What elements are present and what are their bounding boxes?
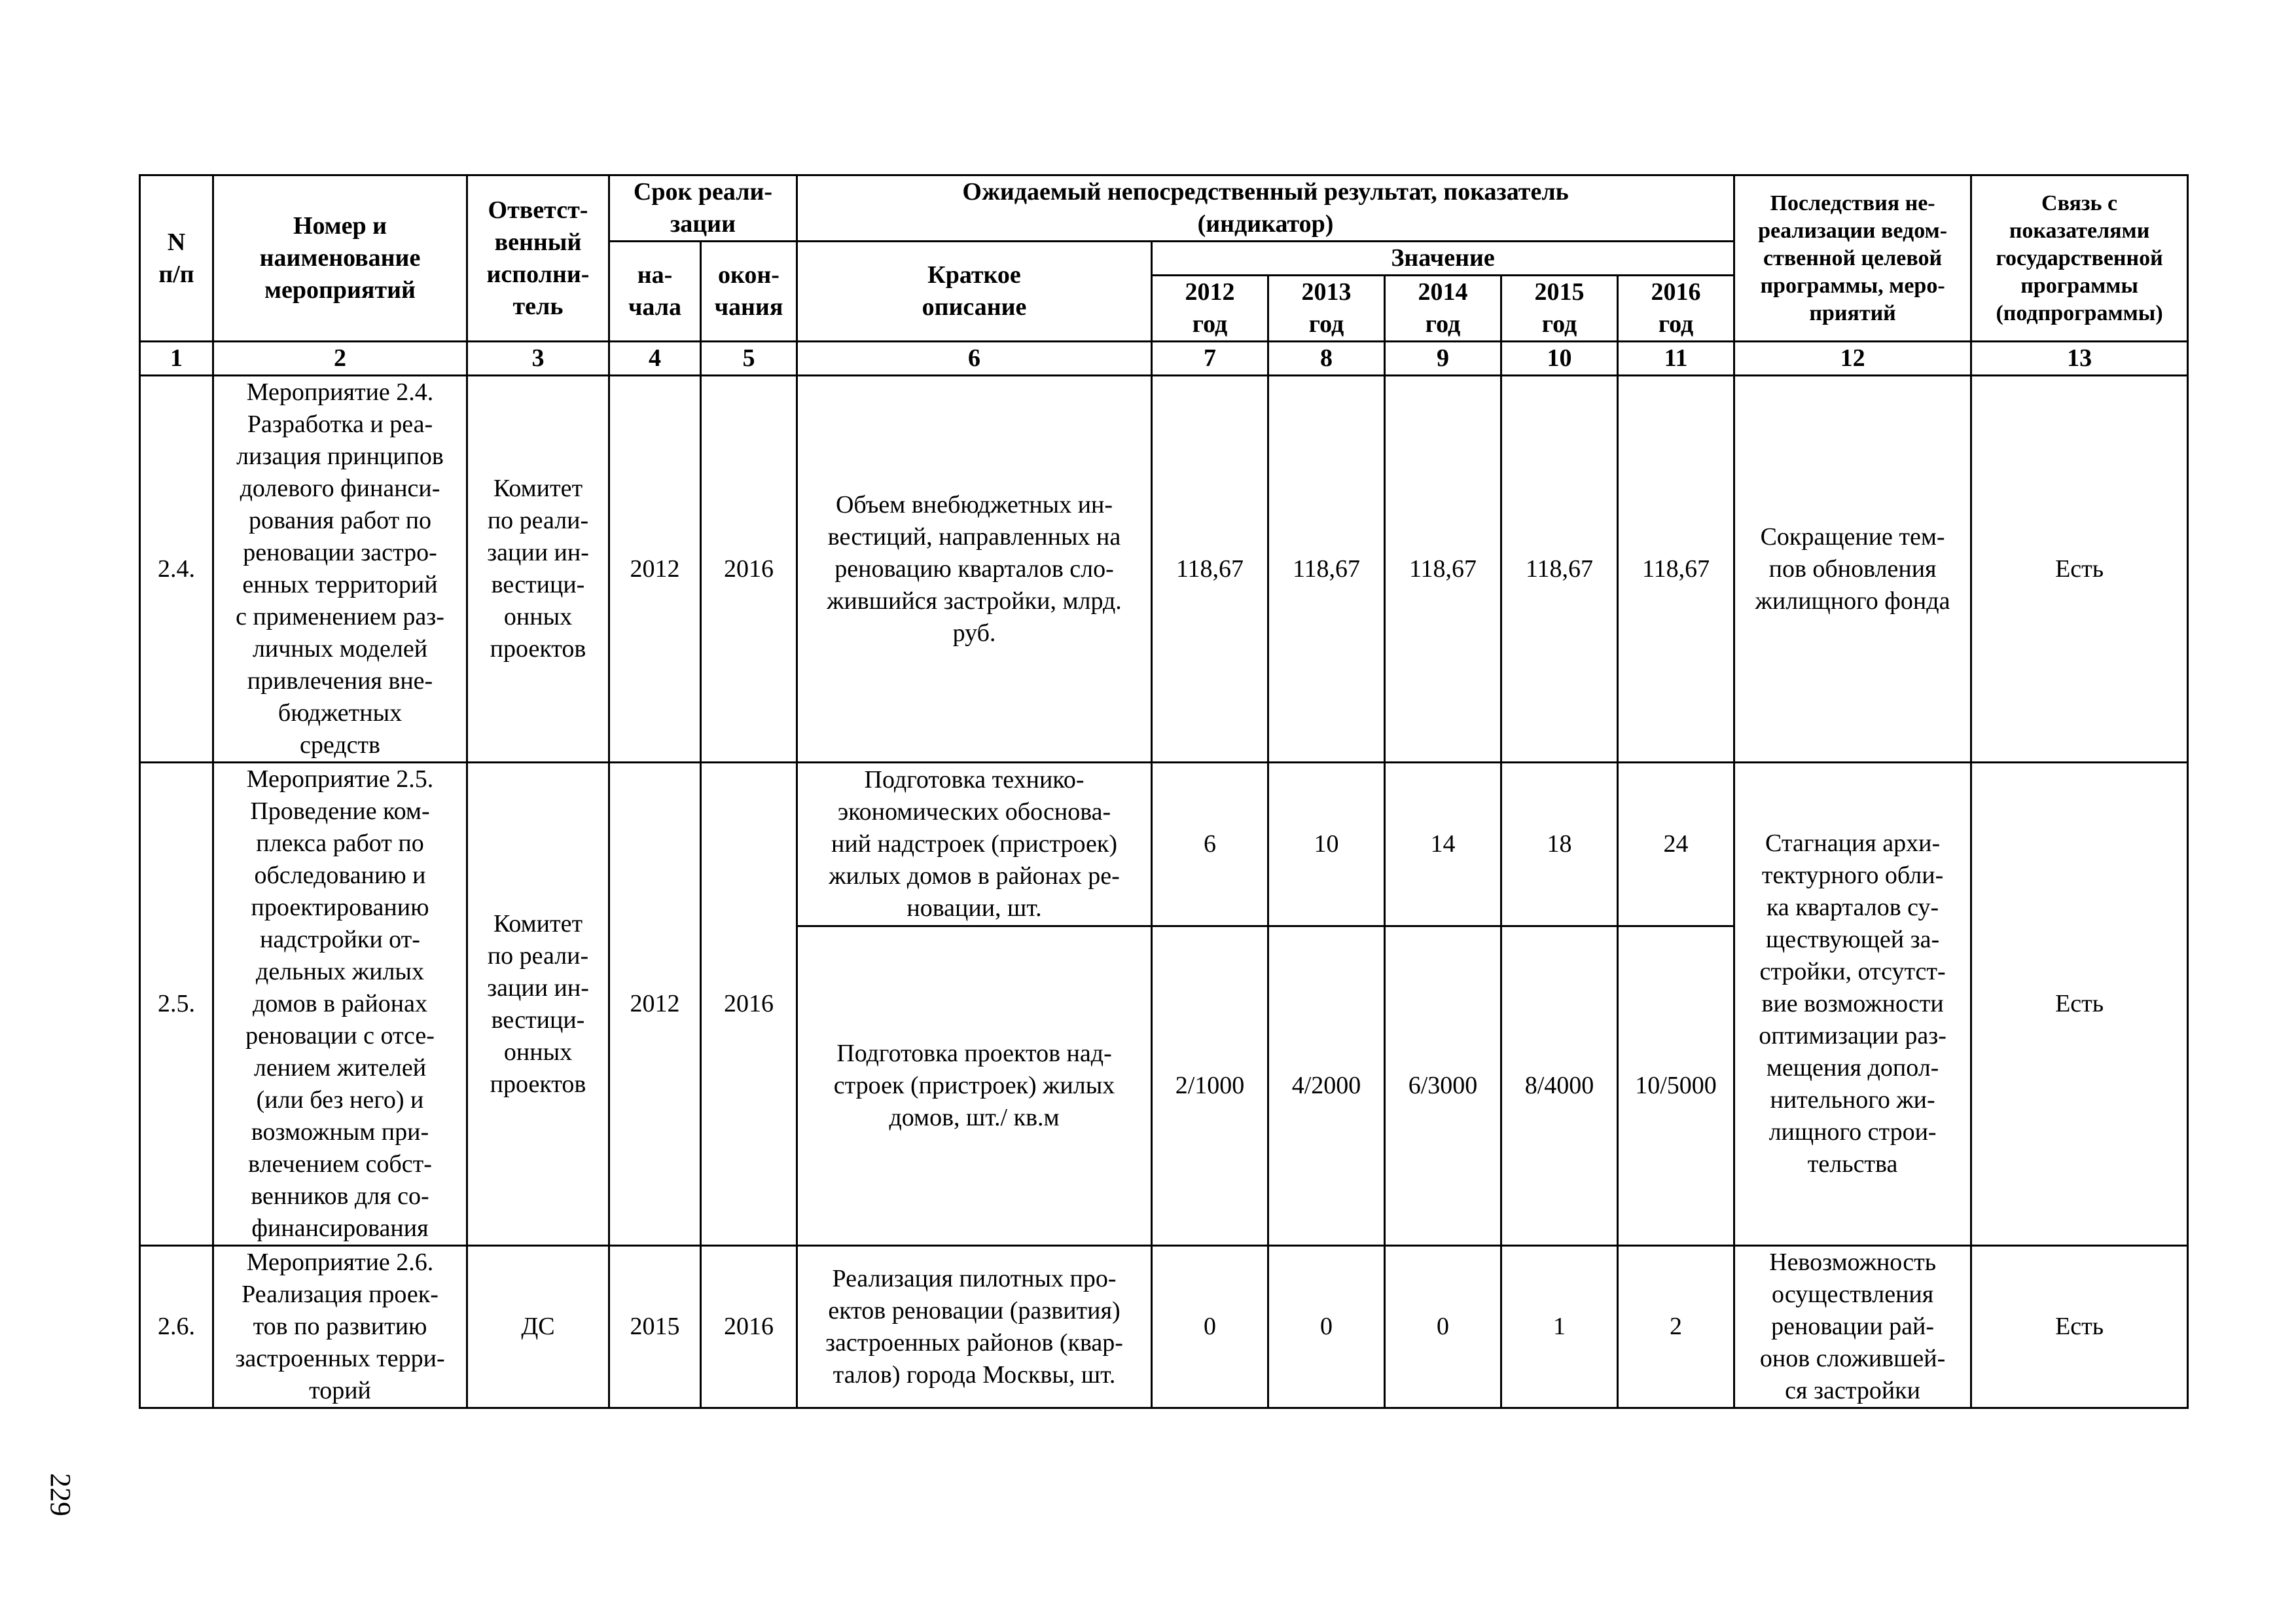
indicator-value: 118,67 [1385, 376, 1501, 763]
indicator-value: 18 [1501, 763, 1618, 926]
end-year: 2016 [701, 1246, 797, 1408]
measure-name-line: Мероприятие 2.6. [246, 1249, 434, 1276]
header-link: Связь с показателями государственной программы (подпрограммы) [1971, 175, 2188, 342]
indicator-value: 118,67 [1268, 376, 1385, 763]
header-executor: Ответст- венный исполни- тель [467, 175, 609, 342]
column-number: 3 [467, 342, 609, 376]
table-row [140, 763, 2188, 926]
header-year-2013: 2013 год [1268, 276, 1385, 342]
indicator-description-line: жилых домов в районах ре- [829, 862, 1120, 890]
measure-name-line: домов в районах [253, 990, 427, 1017]
non-implementation-consequences-line: Стагнация архи- [1765, 830, 1941, 857]
indicator-description-line: вестиций, направленных на [827, 522, 1121, 551]
indicator-value: 4/2000 [1268, 926, 1385, 1246]
state-program-link: Есть [1971, 1246, 2188, 1408]
indicator-description-line: новации, шт. [906, 894, 1042, 922]
responsible-executor-line: онных [503, 1038, 573, 1066]
measure-name-line: плекса работ по [256, 830, 424, 857]
start-year: 2012 [609, 763, 701, 1246]
column-number: 9 [1385, 342, 1501, 376]
indicator-description-line: ний надстроек (пристроек) [831, 830, 1117, 858]
indicator-value: 6 [1152, 763, 1268, 926]
indicator-value: 118,67 [1618, 376, 1734, 763]
non-implementation-consequences-line: ществующей за- [1766, 926, 1940, 953]
non-implementation-consequences-line: тектурного обли- [1761, 862, 1944, 889]
non-implementation-consequences [1734, 376, 1971, 763]
column-number: 11 [1618, 342, 1734, 376]
non-implementation-consequences-line: оптимизации раз- [1759, 1022, 1946, 1049]
header-end: окон- чания [701, 242, 797, 342]
state-program-link: Есть [1971, 763, 2188, 1246]
non-implementation-consequences-line: Невозможность [1769, 1249, 1937, 1276]
measure-name [213, 376, 467, 763]
header-year-2014: 2014 год [1385, 276, 1501, 342]
non-implementation-consequences-line: реновации рай- [1771, 1313, 1935, 1340]
responsible-executor-line: Комитет [493, 475, 583, 502]
indicator-value: 10/5000 [1618, 926, 1734, 1246]
responsible-executor [467, 376, 609, 763]
header-year-2016: 2016 год [1618, 276, 1734, 342]
measure-name-line: тов по развитию [253, 1313, 427, 1340]
non-implementation-consequences [1734, 1246, 1971, 1408]
header-num: N п/п [140, 175, 213, 342]
measure-name-line: финансирования [251, 1214, 429, 1242]
indicator-value: 0 [1268, 1246, 1385, 1408]
start-year: 2015 [609, 1246, 701, 1408]
indicator-description-line: талов) города Москвы, шт. [833, 1360, 1116, 1389]
header-year-2015: 2015 год [1501, 276, 1618, 342]
column-number: 1 [140, 342, 213, 376]
measure-name-line: обследованию и [254, 862, 426, 889]
measure-name-line: торий [309, 1377, 371, 1404]
responsible-executor-line: зации ин- [487, 974, 589, 1002]
column-number: 4 [609, 342, 701, 376]
responsible-executor-line: вестици- [491, 571, 585, 598]
responsible-executor-line: по реали- [487, 941, 589, 970]
measure-name-line: енных территорий [242, 571, 438, 598]
non-implementation-consequences-line: вие возможности [1761, 990, 1944, 1017]
indicator-value: 0 [1385, 1246, 1501, 1408]
indicator-value: 8/4000 [1501, 926, 1618, 1246]
non-implementation-consequences-line: ка кварталов су- [1766, 894, 1939, 921]
measure-name-line: Мероприятие 2.5. [246, 765, 434, 793]
indicator-description-line: руб. [952, 619, 996, 647]
non-implementation-consequences-line: стройки, отсутст- [1759, 958, 1946, 985]
indicator-description [797, 376, 1152, 763]
indicator-description-line: ектов реновации (развития) [828, 1296, 1121, 1324]
indicator-description-line: застроенных районов (квар- [825, 1328, 1123, 1357]
column-number: 10 [1501, 342, 1618, 376]
end-year: 2016 [701, 376, 797, 763]
measure-name-line: Реализация проек- [242, 1281, 439, 1308]
responsible-executor-line: проектов [490, 1070, 586, 1098]
column-number: 5 [701, 342, 797, 376]
end-year: 2016 [701, 763, 797, 1246]
indicator-description-line: Реализация пилотных про- [832, 1264, 1117, 1292]
measure-number: 2.4. [140, 376, 213, 763]
column-number: 13 [1971, 342, 2188, 376]
non-implementation-consequences-line: онов сложившей- [1759, 1345, 1946, 1372]
indicator-description [797, 763, 1152, 926]
header-term: Срок реали- зации [609, 175, 797, 242]
responsible-executor [467, 763, 609, 1246]
non-implementation-consequences-line: мещения допол- [1766, 1054, 1939, 1082]
column-number: 6 [797, 342, 1152, 376]
non-implementation-consequences-line: Сокращение тем- [1760, 522, 1945, 551]
measure-name [213, 1246, 467, 1408]
measure-name-line: привлечения вне- [247, 667, 433, 695]
header-name: Номер и наименование мероприятий [213, 175, 467, 342]
measure-name-line: долевого финанси- [240, 475, 440, 502]
indicator-value: 118,67 [1152, 376, 1268, 763]
header-consequences: Последствия не- реализации ведом- ственной целевой программы, меро- приятий [1734, 175, 1971, 342]
measure-name-line: с применением раз- [236, 603, 444, 630]
table-row [140, 1246, 2188, 1408]
responsible-executor-line: ДС [521, 1313, 555, 1340]
column-number: 8 [1268, 342, 1385, 376]
header-desc: Краткое описание [797, 242, 1152, 342]
measure-name-line: застроенных терри- [235, 1345, 445, 1372]
measure-name-line: реновации застро- [243, 539, 437, 566]
measure-name-line: рования работ по [248, 507, 432, 534]
indicator-description-line: экономических обоснова- [837, 798, 1111, 826]
page-number: 229 [45, 1473, 77, 1516]
responsible-executor [467, 1246, 609, 1408]
measure-name [213, 763, 467, 1246]
measure-name-line: Разработка и реа- [247, 410, 433, 438]
non-implementation-consequences [1734, 763, 1971, 1246]
responsible-executor-line: онных [503, 603, 573, 630]
indicator-value: 118,67 [1501, 376, 1618, 763]
non-implementation-consequences-line: осуществления [1771, 1281, 1934, 1308]
measure-name-line: влечением собст- [248, 1150, 432, 1178]
responsible-executor-line: Комитет [493, 909, 583, 938]
measure-name-line: бюджетных [278, 699, 403, 727]
indicator-description-line: домов, шт./ кв.м [889, 1104, 1060, 1132]
indicator-value: 14 [1385, 763, 1501, 926]
responsible-executor-line: вестици- [491, 1006, 585, 1034]
indicator-description-line: строек (пристроек) жилых [833, 1072, 1115, 1100]
non-implementation-consequences-line: нительного жи- [1770, 1086, 1935, 1114]
measure-number: 2.6. [140, 1246, 213, 1408]
header-year-2012: 2012 год [1152, 276, 1268, 342]
indicator-description-line: реновацию кварталов сло- [834, 555, 1114, 583]
column-number-row [140, 342, 2188, 376]
measure-name-line: личных моделей [252, 635, 428, 663]
header-result: Ожидаемый непосредственный результат, показатель (индикатор) [797, 175, 1734, 242]
indicator-value: 10 [1268, 763, 1385, 926]
measure-name-line: Мероприятие 2.4. [246, 378, 434, 406]
indicator-description-line: Подготовка технико- [864, 766, 1085, 794]
non-implementation-consequences-line: жилищного фонда [1755, 587, 1950, 615]
responsible-executor-line: по реали- [487, 507, 589, 534]
indicator-description [797, 926, 1152, 1246]
indicator-value: 6/3000 [1385, 926, 1501, 1246]
table-row [140, 376, 2188, 763]
measure-name-line: (или без него) и [256, 1086, 424, 1114]
measure-name-line: лением жителей [253, 1054, 427, 1082]
responsible-executor-line: зации ин- [487, 539, 589, 566]
indicator-description-line: жившийся застройки, млрд. [827, 587, 1122, 615]
non-implementation-consequences-line: тельства [1807, 1150, 1898, 1178]
measure-name-line: лизация принципов [236, 443, 444, 470]
measure-name-line: надстройки от- [260, 926, 420, 953]
indicator-description [797, 1246, 1152, 1408]
indicator-value: 0 [1152, 1246, 1268, 1408]
non-implementation-consequences-line: лищного строи- [1768, 1118, 1937, 1146]
start-year: 2012 [609, 376, 701, 763]
indicator-value: 2/1000 [1152, 926, 1268, 1246]
measure-name-line: венников для со- [251, 1182, 429, 1210]
measure-name-line: средств [300, 731, 380, 759]
header-value: Значение [1152, 242, 1734, 276]
measure-name-line: Проведение ком- [250, 797, 430, 825]
responsible-executor-line: проектов [490, 635, 586, 663]
measure-number: 2.5. [140, 763, 213, 1246]
state-program-link: Есть [1971, 376, 2188, 763]
measure-name-line: проектированию [251, 894, 429, 921]
indicator-description-line: Объем внебюджетных ин- [835, 490, 1113, 519]
measure-name-line: реновации с отсе- [245, 1022, 435, 1049]
indicator-value: 2 [1618, 1246, 1734, 1408]
indicator-description-line: Подготовка проектов над- [836, 1040, 1112, 1068]
non-implementation-consequences-line: ся застройки [1785, 1377, 1920, 1404]
measure-name-line: дельных жилых [256, 958, 424, 985]
indicator-value: 24 [1618, 763, 1734, 926]
column-number: 7 [1152, 342, 1268, 376]
non-implementation-consequences-line: пов обновления [1768, 555, 1937, 583]
indicator-value: 1 [1501, 1246, 1618, 1408]
column-number: 2 [213, 342, 467, 376]
header-start: на- чала [609, 242, 701, 342]
measure-name-line: возможным при- [251, 1118, 429, 1146]
column-number: 12 [1734, 342, 1971, 376]
measures-table [139, 174, 2189, 1409]
